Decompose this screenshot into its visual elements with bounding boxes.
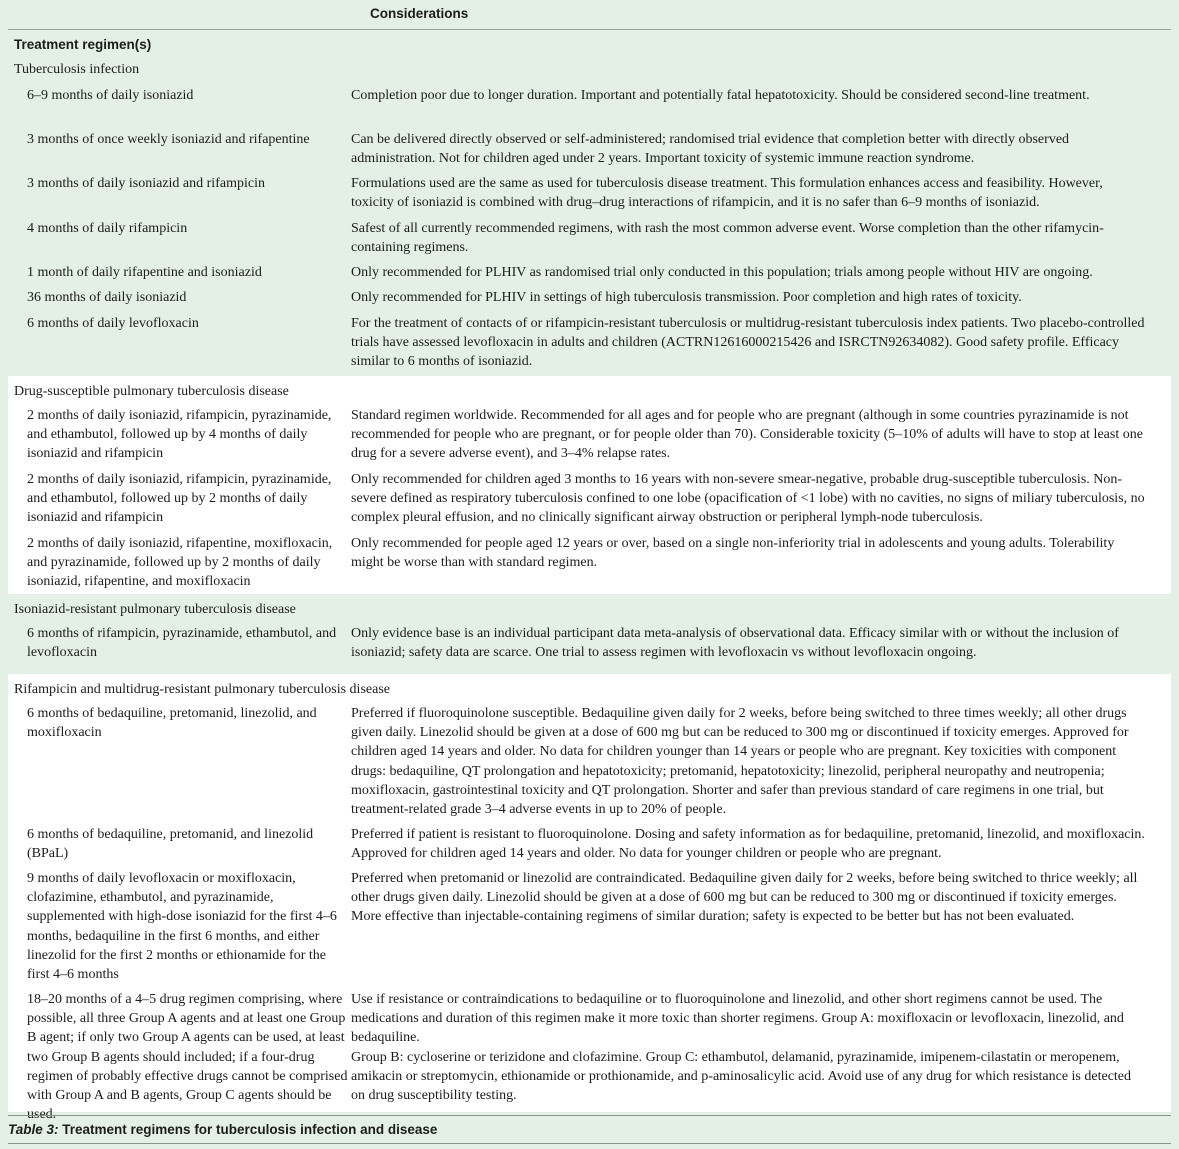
considerations-cell: Preferred if patient is resistant to fluoroquinolone. Dosing and safety information as for bedaquiline, pretomanid, linezolid, and moxifloxacin. Approved for children aged 14 years and older. No data for younger children or people who are pregnant. <box>351 827 1145 862</box>
regimen-cell: 4 months of daily rifampicin <box>27 221 188 236</box>
regimen-cell: 18–20 months of a 4–5 drug regimen comprising, where possible, all three Group A agents and at least one Group B agent; if only two Group A agents can be used, at least two Group B agents should included; if a four-drug regimen of probably effective drugs cannot be comprised with Group A and B agents, Group C agents should be used. <box>27 992 348 1123</box>
regimen-cell: 2 months of daily isoniazid, rifapentine, moxifloxacin, and pyrazinamide, followed up by 2 months of daily isoniazid, rifapentine, and moxifloxacin <box>27 536 333 590</box>
table-row <box>8 825 1171 869</box>
considerations-cell: For the treatment of contacts of or rifampicin-resistant tuberculosis or multidrug-resistant tuberculosis index patients. Two placebo-controlled trials have assessed levofloxacin in adults and children (ACTRN12616000215426 and ISRCTN92634082). Good safety profile. Efficacy similar to 6 months of isoniazid. <box>351 316 1145 370</box>
regimen-cell: 6 months of daily levofloxacin <box>27 316 199 331</box>
section-heading: Drug-susceptible pulmonary tuberculosis disease <box>14 384 289 399</box>
regimen-cell: 2 months of daily isoniazid, rifampicin, pyrazinamide, and ethambutol, followed up by 2 months of daily isoniazid and rifampicin <box>27 472 332 526</box>
considerations-cell: Only recommended for people aged 12 years or over, based on a single non-inferiority trial in adolescents and young adults. Tolerability might be worse than with standard regimen. <box>351 536 1115 571</box>
section-rifampicin-mdr <box>8 674 1171 1123</box>
caption-label: Table 3: <box>8 1122 59 1137</box>
regimen-cell: 6 months of bedaquiline, pretomanid, and linezolid (BPaL) <box>27 827 314 862</box>
regimen-cell: 9 months of daily levofloxacin or moxifloxacin, clofazimine, ethambutol, and pyrazinamide, supplemented with high-dose isoniazid for the first 4–6 months, bedaquiline in the first 6 months, and either linezolid for the first 2 months or ethionamide for the first 4–6 months <box>27 871 337 983</box>
considerations-paragraph: Group B: cycloserine or terizidone and clofazimine. Group C: ethambutol, delamanid, pyrazinamide, imipenem-cilastatin or meropenem, amikacin or streptomycin, ethionamide or prothionamide, and p-aminosalicylic acid. Avoid use of any drug for which resistance is detected on drug susceptibility testing. <box>351 1049 1132 1104</box>
table-row <box>8 130 1171 174</box>
considerations-paragraph: Use if resistance or contraindications to bedaquiline or to fluoroquinolone and linezolid, and other short regimens cannot be used. The medications and duration of this regimen make it more toxic than shorter regimens. Group A: moxifloxacin or levofloxacin, linezolid, and bedaquiline. <box>351 992 1124 1046</box>
considerations-cell: Safest of all currently recommended regimens, with rash the most common adverse event. Worse completion than the other rifamycin-containing regimens. <box>351 221 1104 256</box>
considerations-cell: Only recommended for PLHIV in settings of high tuberculosis transmission. Poor completion and high rates of toxicity. <box>351 290 1022 305</box>
table-row <box>8 402 1171 470</box>
considerations-cell: Can be delivered directly observed or self-administered; randomised trial evidence that completion better with directly observed administration. Not for children aged under 2 years. Important toxicity of systemic immune reaction syndrome. <box>351 132 1070 167</box>
regimen-cell: 6 months of bedaquiline, pretomanid, linezolid, and moxifloxacin <box>27 706 317 741</box>
table-title: Treatment regimen(s) <box>14 37 152 52</box>
regimen-cell: 36 months of daily isoniazid <box>27 290 187 305</box>
regimen-cell: 6 months of rifampicin, pyrazinamide, ethambutol, and levofloxacin <box>27 626 337 661</box>
table-row <box>8 174 1171 219</box>
table-row <box>8 263 1171 288</box>
section-isoniazid-resistant <box>8 594 1171 674</box>
considerations-cell: Only evidence base is an individual participant data meta-analysis of observational data. Efficacy similar with or without the inclusion of isoniazid; safety data are scarce. One trial to assess regimen with levofloxacin vs without levofloxacin ongoing. <box>351 626 1119 661</box>
table-row <box>8 700 1171 825</box>
considerations-column-header: Considerations <box>370 6 469 21</box>
bottom-rule <box>8 1143 1171 1144</box>
table-row <box>8 534 1171 594</box>
regimen-cell: 3 months of daily isoniazid and rifampicin <box>27 176 265 191</box>
considerations-cell: Preferred if fluoroquinolone susceptible. Bedaquiline given daily for 2 weeks, before being switched to three times weekly; all other drugs given daily. Linezolid should be given at a dose of 600 mg but can be reduced to 300 mg or discontinued if toxicity emerges. Approved for children aged 14 years and older. No data for children younger than 14 years or people who are pregnant. Key toxicities with component drugs: bedaquiline, QT prolongation and hepatotoxicity; pretomanid, hepatotoxicity; linezolid, peripheral neuropathy and neutropenia; moxifloxacin, gastrointestinal toxicity and QT prolongation. Shorter and safer than previous standard of care regimens in one trial, but treatment-related grade 3–4 adverse events in up to 20% of people. <box>351 706 1129 818</box>
table-row <box>8 80 1171 130</box>
table-row <box>8 869 1171 990</box>
table-header-bar <box>8 0 1171 30</box>
table-row <box>8 990 1171 1123</box>
table-row <box>8 314 1171 376</box>
regimen-cell: 2 months of daily isoniazid, rifampicin, pyrazinamide, and ethambutol, followed up by 4 months of daily isoniazid and rifampicin <box>27 408 332 462</box>
section-drug-susceptible <box>8 376 1171 594</box>
considerations-cell: Only recommended for children aged 3 months to 16 years with non-severe smear-negative, probable drug-susceptible tuberculosis. Non-severe defined as respiratory tuberculosis confined to one lobe (opacification of <1 lobe) with no cavities, no signs of miliary tuberculosis, no complex pleural effusion, and no clinically significant airway obstruction or peripheral lymph-node tuberculosis. <box>351 472 1145 526</box>
caption-text: Treatment regimens for tuberculosis infection and disease <box>58 1122 438 1137</box>
regimen-cell: 1 month of daily rifapentine and isoniazid <box>27 265 262 280</box>
table-row <box>8 288 1171 314</box>
regimen-cell: 6–9 months of daily isoniazid <box>27 88 194 103</box>
regimen-cell: 3 months of once weekly isoniazid and rifapentine <box>27 132 310 147</box>
considerations-cell: Only recommended for PLHIV as randomised trial only conducted in this population; trials among people without HIV are ongoing. <box>351 265 1093 280</box>
section-tuberculosis-infection <box>8 54 1171 376</box>
section-heading: Isoniazid-resistant pulmonary tuberculosis disease <box>14 602 296 617</box>
considerations-cell <box>351 990 1146 1105</box>
table-caption <box>8 1115 1171 1145</box>
table-row <box>8 219 1171 263</box>
considerations-cell: Completion poor due to longer duration. Important and potentially fatal hepatotoxicity. Should be considered second-line treatment. <box>351 88 1090 103</box>
considerations-cell: Preferred when pretomanid or linezolid are contraindicated. Bedaquiline given daily for 2 weeks, before being switched to thrice weekly; all other drugs given daily. Linezolid should be given at a dose of 600 mg but can be reduced to 300 mg or discontinued if toxicity emerges. More effective than injectable-containing regimens of similar duration; safety is expected to be better but has not been evaluated. <box>351 871 1138 925</box>
considerations-cell: Standard regimen worldwide. Recommended for all ages and for people who are pregnant (although in some countries pyrazinamide is not recommended for people who are pregnant, or for people older than 70). Considerable toxicity (5–10% of adults will have to stop at least one drug for a severe adverse event), and 3–4% relapse rates. <box>351 408 1143 462</box>
table-row <box>8 470 1171 534</box>
considerations-cell: Formulations used are the same as used for tuberculosis disease treatment. This formulation enhances access and feasibility. However, toxicity of isoniazid is combined with drug–drug interactions of rifampicin, and it is no safer than 6–9 months of isoniazid. <box>351 176 1103 211</box>
table-row <box>8 620 1171 674</box>
section-heading: Tuberculosis infection <box>14 62 140 77</box>
section-heading: Rifampicin and multidrug-resistant pulmonary tuberculosis disease <box>14 682 390 697</box>
